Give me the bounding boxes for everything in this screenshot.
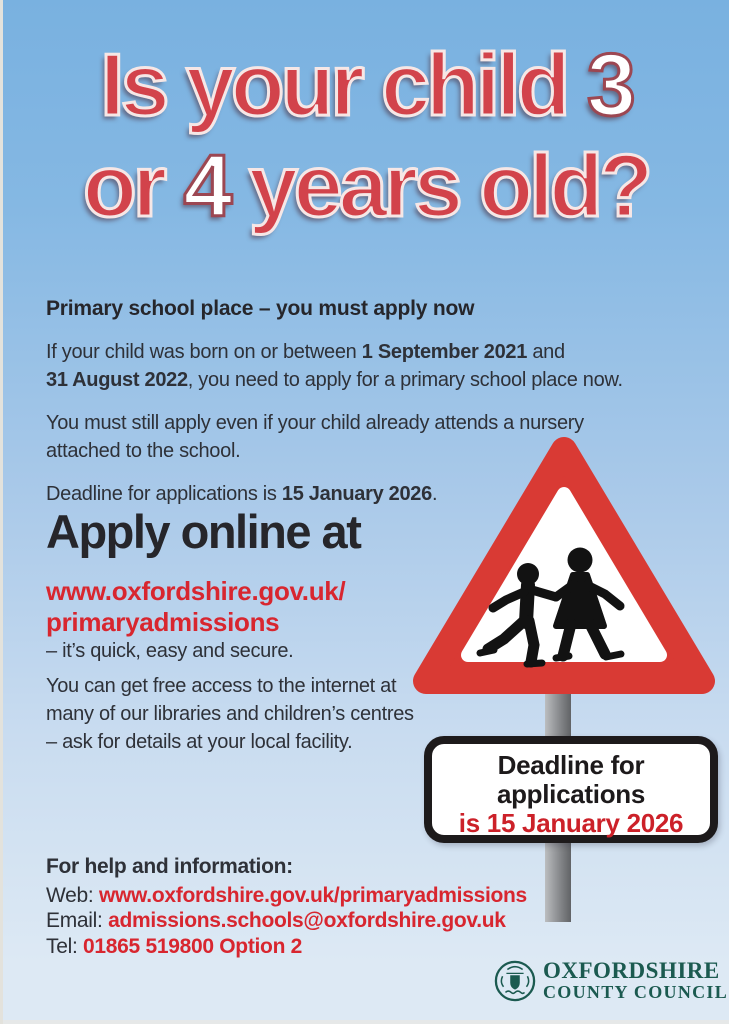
council-crest-icon <box>494 960 536 1002</box>
email-link[interactable]: admissions.schools@oxfordshire.gov.uk <box>108 909 506 932</box>
paragraph-line: many of our libraries and children’s centres <box>46 703 414 725</box>
council-name-line-1: OXFORDSHIRE <box>543 958 720 983</box>
web-label: Web: <box>46 883 99 907</box>
apply-online-heading: Apply online at <box>46 505 361 558</box>
primary-school-heading: Primary school place – you must apply now <box>46 297 475 320</box>
headline-text: or <box>82 136 184 235</box>
paragraph-line <box>46 366 646 394</box>
free-internet-paragraph <box>46 672 414 756</box>
plate-deadline-date: is 15 January 2026 <box>458 808 684 838</box>
children-crossing-sign-icon <box>409 434 719 700</box>
council-name <box>543 959 728 1002</box>
plate-line-2: applications <box>496 779 646 809</box>
help-heading: For help and information: <box>46 855 293 878</box>
born-between-paragraph <box>46 338 646 394</box>
web-link[interactable]: www.oxfordshire.gov.uk/primaryadmissions <box>98 883 527 907</box>
apply-url-link[interactable] <box>46 576 345 638</box>
web-line <box>46 883 527 909</box>
text: . <box>431 483 438 505</box>
text: , you need to apply for a primary school place now. <box>187 369 623 391</box>
tel-label: Tel: <box>46 934 84 958</box>
paragraph-line: You must still apply even if your child already attends a nursery <box>46 412 584 434</box>
paragraph-line <box>46 338 646 366</box>
text: If your child was born on or between <box>46 341 362 363</box>
tel-number: 01865 519800 Option 2 <box>83 934 303 958</box>
headline-text: Is your child <box>100 35 587 134</box>
tel-line <box>46 934 527 960</box>
apply-url-line-1[interactable]: www.oxfordshire.gov.uk/ <box>46 576 346 606</box>
headline-number-4: 4 <box>183 136 229 235</box>
paragraph-line: You can get free access to the internet at <box>46 675 397 697</box>
help-section <box>46 854 527 959</box>
email-line <box>46 908 527 934</box>
paragraph-line: attached to the school. <box>46 440 241 462</box>
text: Deadline for applications is <box>46 483 282 505</box>
quick-easy-secure-tagline: – it’s quick, easy and secure. <box>46 640 294 662</box>
plate-line-1: Deadline for <box>497 750 645 780</box>
headline-line-2 <box>3 135 729 236</box>
date-31-august-2022: 31 August 2022 <box>46 369 188 391</box>
date-1-september-2021: 1 September 2021 <box>361 341 528 363</box>
headline-line-1 <box>3 34 729 135</box>
paragraph-line: – ask for details at your local facility. <box>46 731 353 753</box>
deadline-plate <box>424 736 718 843</box>
apply-url-line-2[interactable]: primaryadmissions <box>46 607 280 637</box>
headline-number-3: 3 <box>586 35 632 134</box>
poster-headline <box>3 34 729 236</box>
email-label: Email: <box>46 909 109 932</box>
council-logo <box>494 959 728 1002</box>
text: and <box>527 341 565 363</box>
deadline-date: 15 January 2026 <box>281 483 432 505</box>
headline-text: years old? <box>228 136 650 235</box>
council-name-line-2: COUNTY COUNCIL <box>543 982 729 1002</box>
